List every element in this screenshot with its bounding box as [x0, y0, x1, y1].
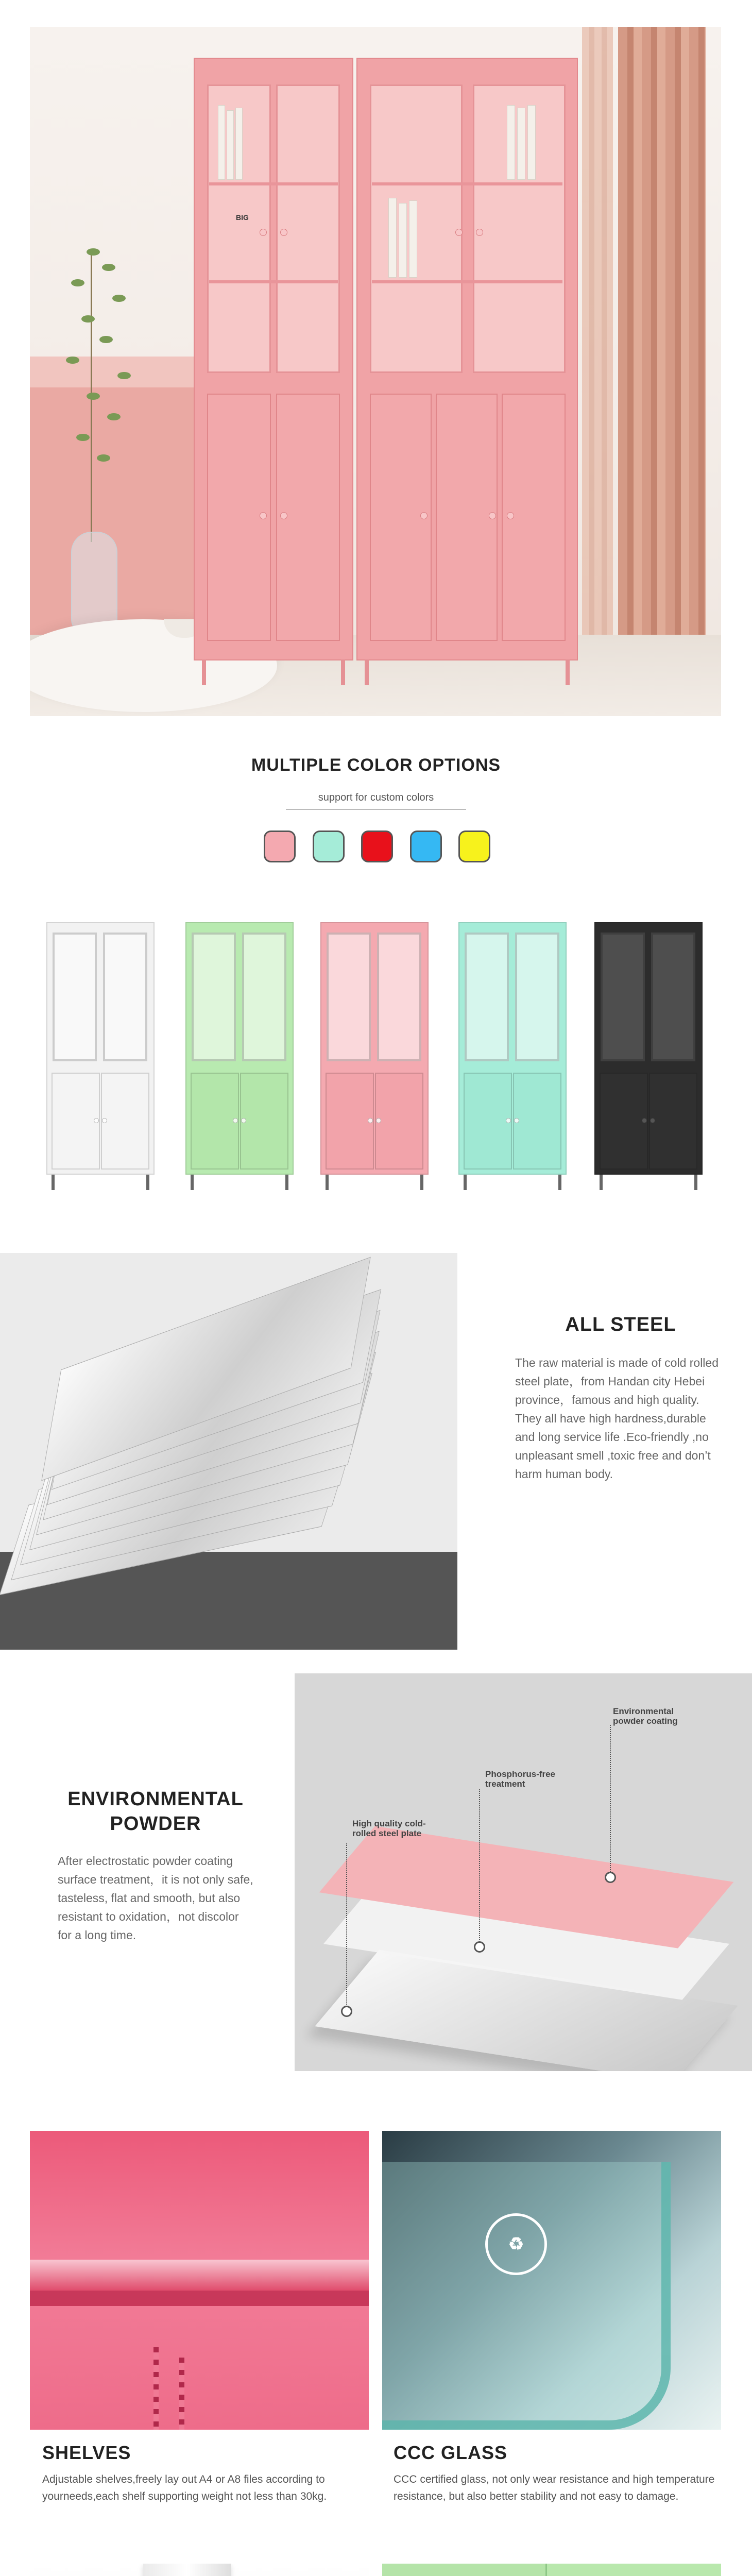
cabinet-black [594, 922, 703, 1190]
book [235, 108, 243, 180]
cabinet-green [185, 922, 294, 1190]
book-label: BIG [236, 213, 249, 222]
environmental-text [58, 1787, 253, 1944]
knob [507, 512, 514, 519]
book [517, 108, 525, 180]
swatch-pink[interactable] [264, 831, 296, 862]
leg [341, 659, 345, 685]
steel-sheets-image [0, 1253, 457, 1650]
handle-image [382, 2564, 721, 2576]
curtain-inner [582, 27, 613, 716]
label-coating: Environmental powder coating [613, 1706, 678, 1726]
knob [476, 229, 483, 236]
lower-door [436, 394, 498, 641]
leader-line [610, 1725, 611, 1874]
knob [455, 229, 463, 236]
book [527, 105, 536, 180]
all-steel-text [515, 1314, 726, 1483]
ccc-icon: ♻ [485, 2213, 547, 2275]
leg [202, 659, 206, 685]
swatch-yellow[interactable] [458, 831, 490, 862]
shelf [372, 182, 562, 185]
curtain [618, 27, 706, 716]
cabinet-left [194, 58, 353, 660]
marker-dot [341, 2006, 352, 2017]
cabinet-pink [320, 922, 429, 1190]
book [409, 200, 417, 278]
feature-desc-ccc: CCC certified glass, not only wear resistance and high temperature resistance, but also better stability and not easy to damage. [394, 2473, 715, 2502]
feature-title-ccc: CCC GLASS [394, 2442, 508, 2463]
stand-leg-image [30, 2564, 369, 2576]
shelf [209, 182, 338, 185]
book [218, 105, 225, 180]
knob [260, 512, 267, 519]
leader-line [346, 1843, 347, 2008]
feature-title-shelves: SHELVES [42, 2442, 131, 2463]
hero-image [30, 27, 721, 716]
ccc-glass-image [382, 2131, 721, 2430]
leader-line [479, 1789, 480, 1944]
knob [489, 512, 496, 519]
environmental-title-1: ENVIRONMENTAL [67, 1788, 244, 1810]
leg [365, 659, 369, 685]
knob [280, 229, 287, 236]
knob [420, 512, 428, 519]
swatch-mint[interactable] [313, 831, 345, 862]
shelf [372, 280, 562, 283]
all-steel-title: ALL STEEL [565, 1314, 676, 1335]
cabinet-mint [458, 922, 567, 1190]
cabinet-right [356, 58, 578, 660]
powder-layers-image [295, 1673, 752, 2071]
shelf [209, 280, 338, 283]
feature-desc-shelves: Adjustable shelves,freely lay out A4 or A8 files according to yourneeds,each shelf supporting weight not less than 30kg. [42, 2473, 327, 2502]
cabinet-white [46, 922, 155, 1190]
swatch-red[interactable] [361, 831, 393, 862]
color-options-title: MULTIPLE COLOR OPTIONS [251, 755, 501, 775]
shelves-image [30, 2131, 369, 2430]
book [388, 198, 397, 278]
label-steel: High quality cold-rolled steel plate [352, 1819, 426, 1838]
book [227, 110, 234, 180]
plant-icon [50, 243, 153, 542]
knob [260, 229, 267, 236]
glass-vase [71, 532, 117, 635]
book [399, 203, 407, 278]
all-steel-body: The raw material is made of cold rolled steel plate，from Handan city Hebei province，famous and high quality. They all have high hardness,durable and long service life .Eco-friendly ,no unpleasant smell ,toxic free and don’t harm human body. [515, 1356, 719, 1481]
marker-dot [474, 1941, 485, 1953]
marker-dot [605, 1872, 616, 1883]
environmental-title-2: POWDER [110, 1813, 201, 1835]
knob [280, 512, 287, 519]
leg [566, 659, 570, 685]
label-phosphorus: Phosphorus-free treatment [485, 1769, 556, 1789]
swatch-blue[interactable] [410, 831, 442, 862]
book [507, 105, 515, 180]
environmental-body: After electrostatic powder coating surface treatment，it is not only safe, tasteless, flat and smooth, but also resistant to oxidation，not discolor for a long time. [58, 1854, 253, 1942]
color-options-subtitle: support for custom colors [286, 787, 466, 810]
color-swatches [264, 831, 490, 861]
